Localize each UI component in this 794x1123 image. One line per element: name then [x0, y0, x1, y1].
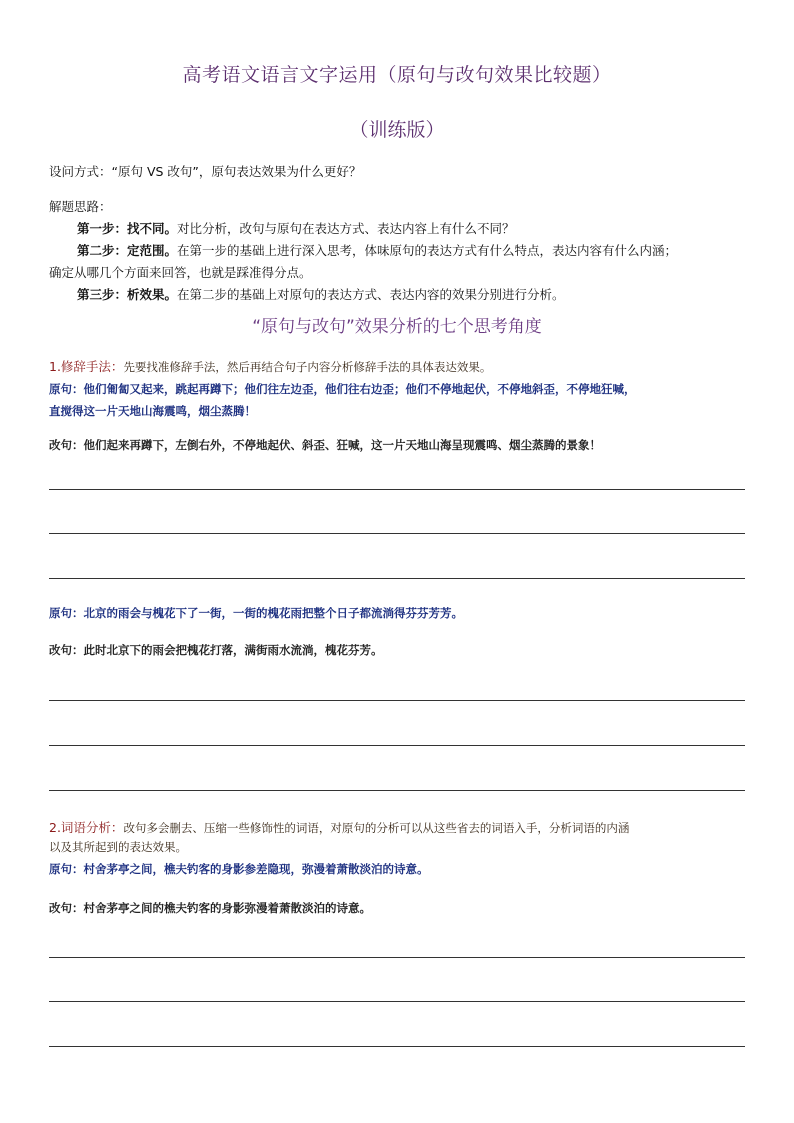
step-2 [77, 241, 677, 259]
step-3-text: 在第二步的基础上对原句的表达方式、表达内容的效果分别进行分析。 [177, 287, 565, 302]
step-3 [77, 285, 565, 303]
answer-line[interactable] [49, 957, 745, 958]
step-3-head: 第三步：析效果。 [77, 287, 178, 302]
answer-line[interactable] [49, 790, 745, 791]
answer-line[interactable] [49, 1046, 745, 1047]
example1-revised: 改句：他们起来再蹲下，左倒右外，不停地起伏、斜歪、狂喊，这一片天地山海呈现震鸣、烟尘蒸腾的景象！ [49, 438, 601, 452]
section2-intro [49, 818, 629, 836]
section1-label: 1.修辞手法： [49, 359, 124, 374]
step-2-head: 第二步：定范围。 [77, 243, 178, 258]
page-title: 高考语文语言文字运用（原句与改句效果比较题） [182, 64, 612, 86]
section-heading: “原句与改句”效果分析的七个思考角度 [252, 317, 542, 337]
step-2-text: 在第一步的基础上进行深入思考，体味原句的表达方式有什么特点，表达内容有什么内涵； [177, 243, 678, 258]
section2-desc-line1: 改句多会删去、压缩一些修饰性的词语，对原句的分析可以从这些省去的词语入手，分析词语的内涵 [123, 821, 630, 835]
example1-original-line1: 原句：他们匍匐又起来，跳起再蹲下；他们往左边歪，他们往右边歪；他们不停地起伏，不停地斜歪，不停地狂喊， [49, 382, 636, 396]
section2-desc-line2: 以及其所起到的表达效果。 [49, 840, 187, 854]
question-format: 设问方式：“原句 VS 改句”，原句表达效果为什么更好？ [49, 164, 362, 179]
page-subtitle: （训练版） [349, 119, 445, 141]
step-1-text: 对比分析，改句与原句在表达方式、表达内容上有什么不同？ [177, 221, 515, 236]
answer-line[interactable] [49, 745, 745, 746]
answer-line[interactable] [49, 578, 745, 579]
answer-line[interactable] [49, 533, 745, 534]
example3-revised: 改句：村舍茅亭之间的樵夫钓客的身影弥漫着萧散淡泊的诗意。 [49, 901, 371, 915]
example2-revised: 改句：此时北京下的雨会把槐花打落，满街雨水流淌，槐花芬芳。 [49, 643, 383, 657]
example1-original-line2: 直搅得这一片天地山海震鸣，烟尘蒸腾！ [49, 404, 256, 418]
example2-original: 原句：北京的雨会与槐花下了一街，一街的槐花雨把整个日子都流淌得芬芬芳芳。 [49, 606, 463, 620]
answer-line[interactable] [49, 489, 745, 490]
step-1 [77, 219, 515, 237]
answer-line[interactable] [49, 700, 745, 701]
step-2-continued: 确定从哪几个方面来回答，也就是踩准得分点。 [49, 265, 312, 280]
section1-intro [49, 357, 491, 375]
section1-desc: 先要找准修辞手法，然后再结合句子内容分析修辞手法的具体表达效果。 [123, 360, 492, 374]
approach-label: 解题思路： [49, 199, 112, 214]
example3-original: 原句：村舍茅亭之间，樵夫钓客的身影参差隐现，弥漫着萧散淡泊的诗意。 [49, 862, 429, 876]
step-1-head: 第一步：找不同。 [77, 221, 178, 236]
section2-label: 2.词语分析： [49, 820, 124, 835]
answer-line[interactable] [49, 1001, 745, 1002]
